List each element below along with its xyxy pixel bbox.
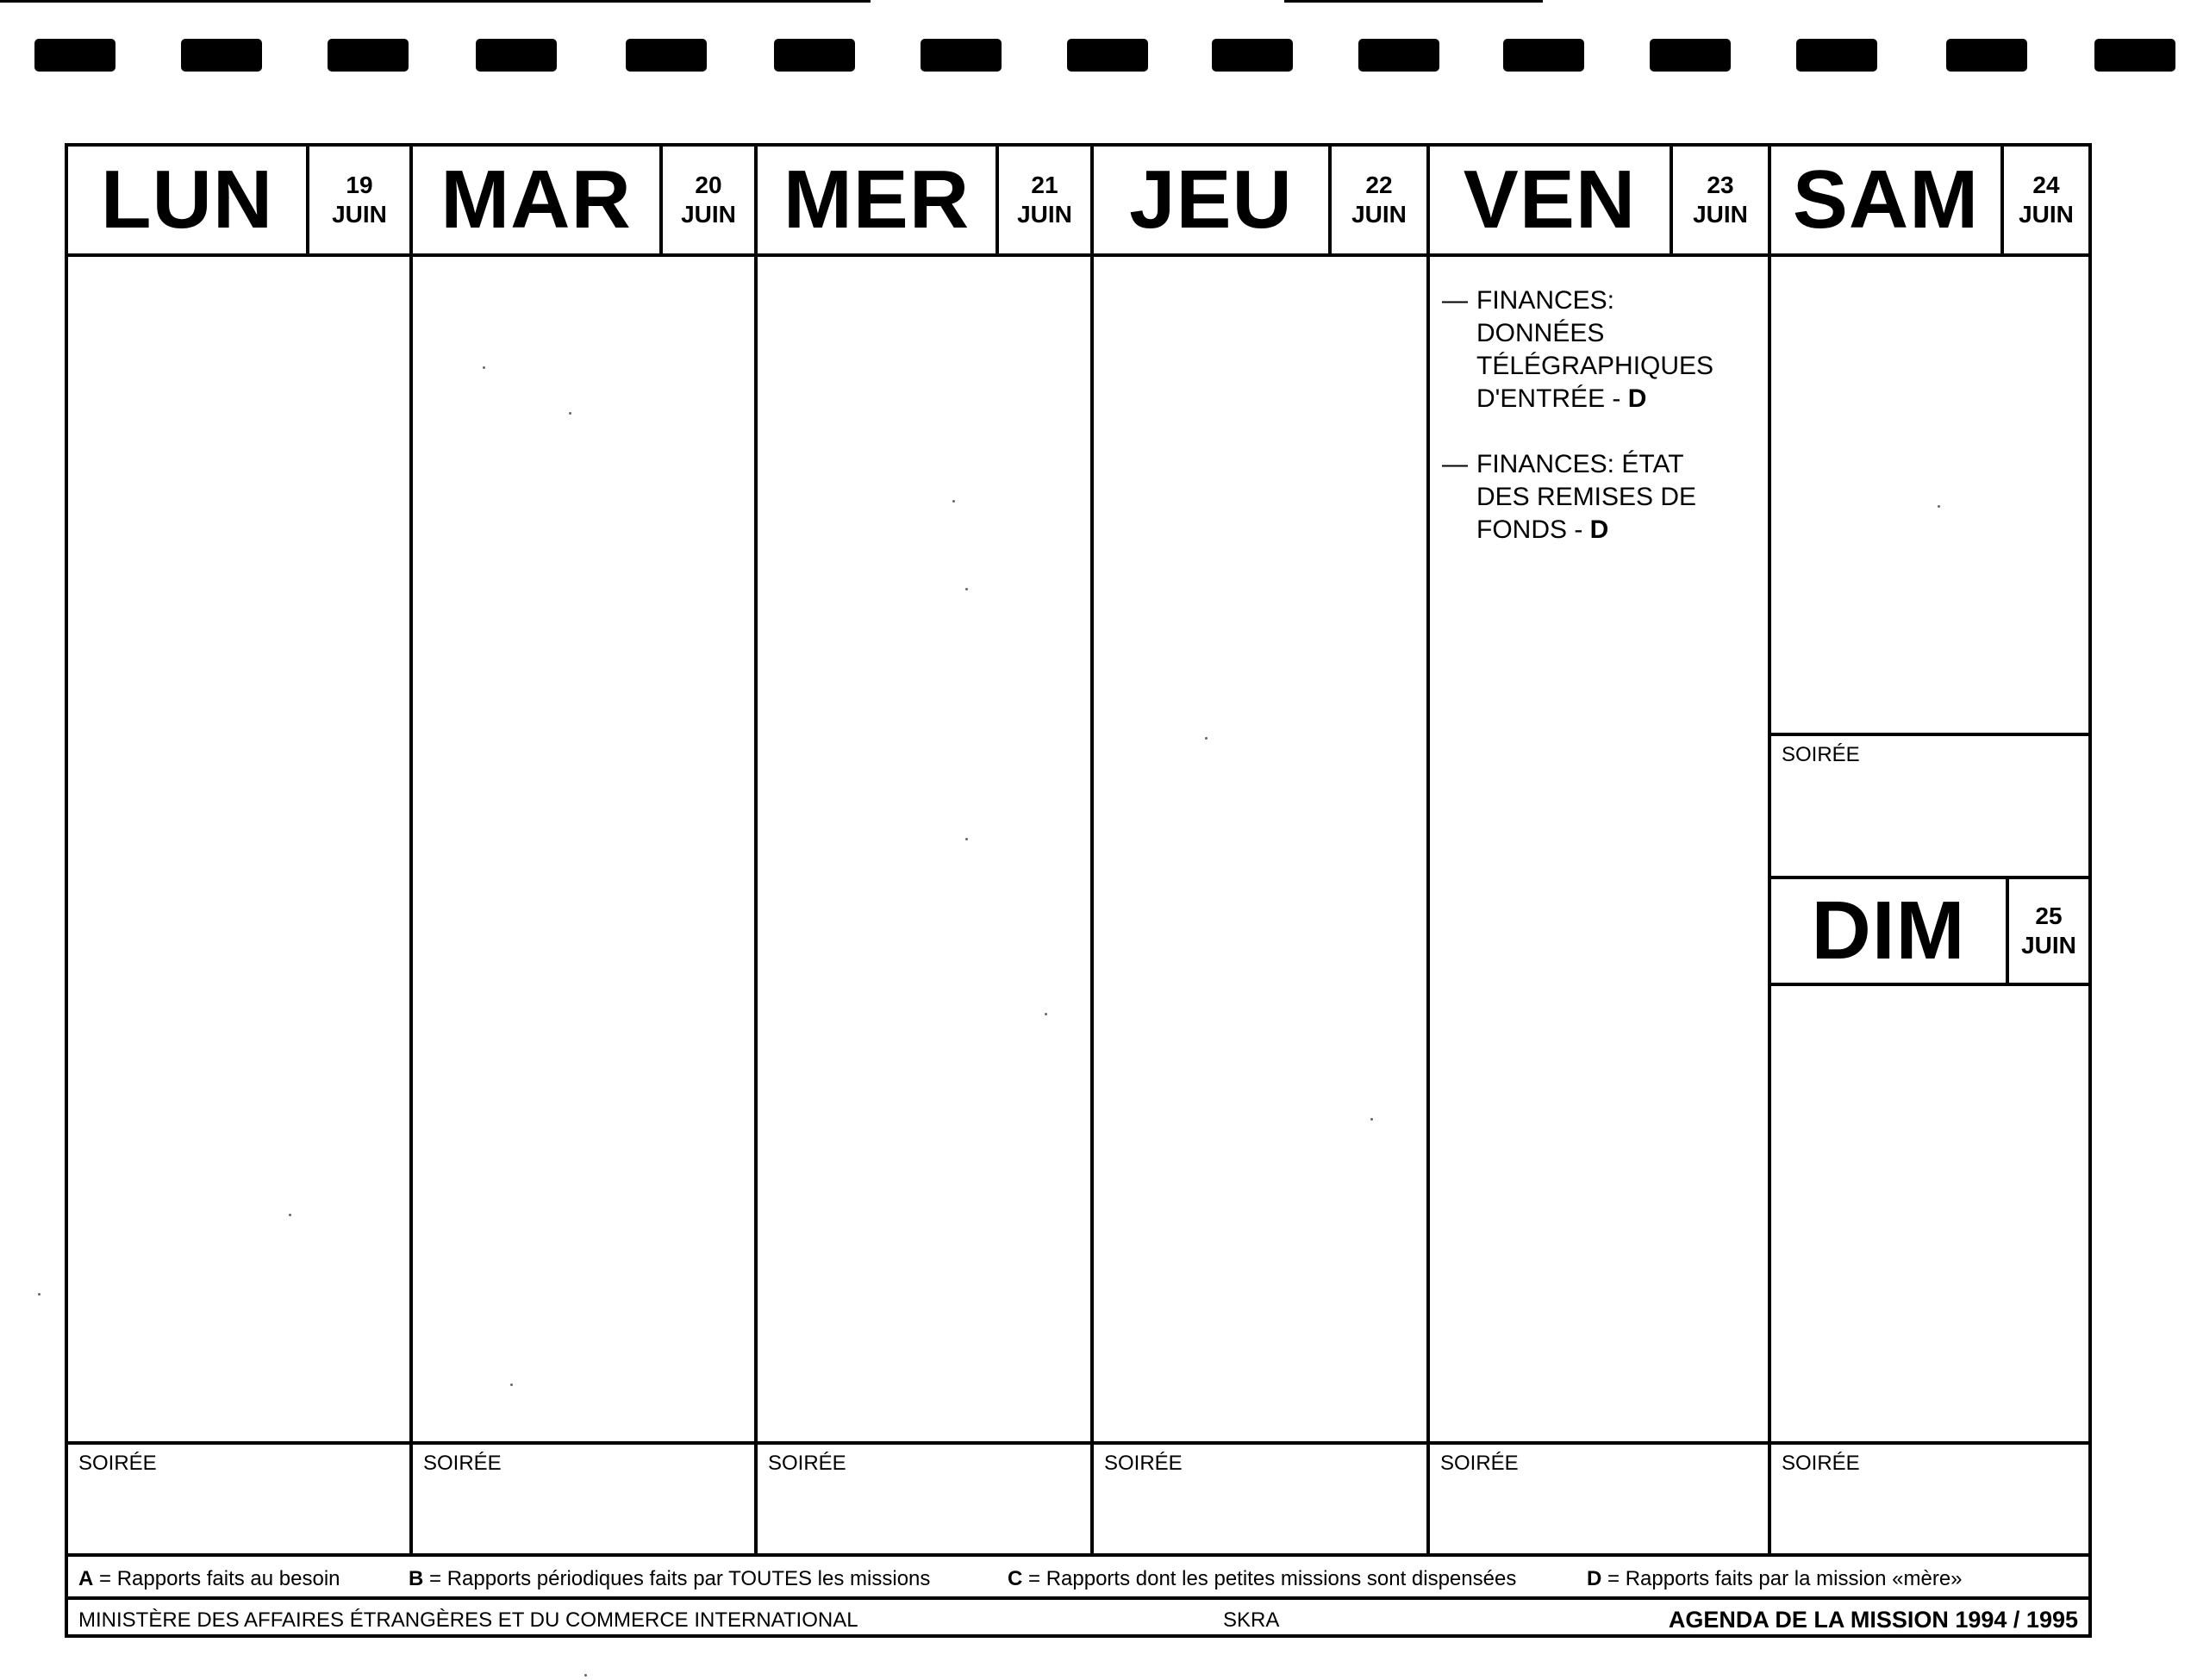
legend-code: B (409, 1567, 424, 1590)
scan-speck (584, 1674, 587, 1677)
agenda-title: AGENDA DE LA MISSION 1994 / 1995 (1668, 1607, 2078, 1633)
legend-item (78, 1567, 340, 1591)
legend-text: = Rapports faits au besoin (99, 1567, 340, 1590)
entry-code: D (1627, 384, 1647, 413)
entry-text: FINANCES: DONNÉES TÉLÉGRAPHIQUES D'ENTRÉE - (1476, 286, 1714, 413)
soiree-label: SOIRÉE (423, 1452, 502, 1475)
day-name: MAR (413, 147, 663, 253)
soiree-label: SOIRÉE (1104, 1452, 1183, 1475)
day-month: JUIN (1351, 201, 1407, 228)
scan-speck (1205, 737, 1208, 740)
punch-hole (1358, 39, 1439, 72)
legend-code: D (1587, 1567, 1602, 1590)
top-edge-rule (0, 0, 871, 3)
punch-hole (921, 39, 1002, 72)
legend-bar (68, 1553, 2088, 1600)
entry-dash: — (1442, 286, 1468, 315)
soiree-section (1771, 733, 2088, 876)
soiree-section (413, 1441, 754, 1553)
day-column-weekend (1771, 147, 2088, 1553)
punch-hole (1212, 39, 1293, 72)
day-column-friday (1430, 147, 1771, 1553)
day-date (2004, 147, 2088, 253)
sunday-header (1771, 876, 2088, 986)
day-number: 25 (2035, 902, 2063, 929)
scan-speck (965, 588, 968, 590)
day-date (309, 147, 409, 253)
scan-speck (965, 838, 968, 840)
punch-hole (1067, 39, 1148, 72)
day-column-thursday (1094, 147, 1430, 1553)
day-month: JUIN (1017, 201, 1072, 228)
day-column-tuesday (413, 147, 758, 1553)
soiree-label: SOIRÉE (1782, 1452, 1860, 1475)
day-month: JUIN (2021, 932, 2076, 959)
day-header (758, 147, 1090, 257)
punch-hole (181, 39, 262, 72)
punch-hole (774, 39, 855, 72)
day-column-wednesday (758, 147, 1094, 1553)
day-header (413, 147, 754, 257)
scan-speck (289, 1214, 291, 1216)
soiree-section (68, 1441, 409, 1553)
soiree-label: SOIRÉE (78, 1452, 157, 1475)
agenda-entry (1442, 448, 1735, 546)
scan-speck (1938, 505, 1940, 508)
day-entries (1442, 284, 1735, 579)
entry-code: D (1589, 515, 1609, 544)
day-header (68, 147, 409, 257)
punch-hole (1650, 39, 1731, 72)
day-month: JUIN (681, 201, 736, 228)
punch-hole (476, 39, 557, 72)
legend-code: C (1008, 1567, 1023, 1590)
day-number: 21 (1031, 172, 1058, 198)
legend-text: = Rapports périodiques faits par TOUTES les missions (429, 1567, 931, 1590)
day-header (1771, 147, 2088, 257)
soiree-label: SOIRÉE (1782, 743, 1860, 766)
day-name: JEU (1094, 147, 1332, 253)
day-column-monday (68, 147, 413, 1553)
soiree-section (1430, 1441, 1768, 1553)
day-name: MER (758, 147, 999, 253)
day-date (2009, 879, 2088, 983)
day-date (1332, 147, 1426, 253)
legend-item (1587, 1567, 1963, 1591)
scan-speck (569, 412, 571, 415)
scan-speck (483, 366, 485, 369)
scan-speck (510, 1383, 513, 1386)
form-code: SKRA (1223, 1608, 1280, 1632)
soiree-section (758, 1441, 1090, 1553)
legend-item (1008, 1567, 1516, 1591)
legend-item (409, 1567, 930, 1591)
soiree-section (1094, 1441, 1426, 1553)
day-month: JUIN (332, 201, 387, 228)
punch-hole (626, 39, 707, 72)
day-number: 23 (1707, 172, 1734, 198)
soiree-label: SOIRÉE (768, 1452, 846, 1475)
entry-text: FINANCES: ÉTAT DES REMISES DE FONDS - (1476, 450, 1697, 544)
day-number: 20 (695, 172, 722, 198)
punch-hole (1503, 39, 1584, 72)
soiree-label: SOIRÉE (1440, 1452, 1519, 1475)
punch-hole (2094, 39, 2175, 72)
punch-hole (328, 39, 409, 72)
footer-bar (68, 1600, 2088, 1638)
legend-text: = Rapports faits par la mission «mère» (1607, 1567, 1963, 1590)
scan-speck (38, 1293, 41, 1296)
day-number: 22 (1365, 172, 1393, 198)
legend-code: A (78, 1567, 94, 1590)
punch-hole (1796, 39, 1877, 72)
punch-hole (34, 39, 115, 72)
day-month: JUIN (1693, 201, 1748, 228)
punch-hole (1946, 39, 2027, 72)
day-name: DIM (1771, 879, 2009, 983)
soiree-section (1771, 1441, 2088, 1553)
day-name: LUN (68, 147, 309, 253)
day-header (1430, 147, 1768, 257)
scan-speck (952, 500, 955, 503)
scan-speck (1045, 1013, 1047, 1015)
day-name: SAM (1771, 147, 2004, 253)
entry-dash: — (1442, 450, 1468, 478)
agenda-entry (1442, 284, 1735, 415)
binder-punch-strip (0, 0, 2197, 103)
scan-speck (1370, 1118, 1373, 1121)
legend-text: = Rapports dont les petites missions sont dispensées (1028, 1567, 1517, 1590)
day-date (663, 147, 754, 253)
day-name: VEN (1430, 147, 1673, 253)
day-month: JUIN (2019, 201, 2074, 228)
top-edge-rule (1284, 0, 1543, 3)
day-number: 19 (346, 172, 373, 198)
day-header (1094, 147, 1426, 257)
ministry-name: MINISTÈRE DES AFFAIRES ÉTRANGÈRES ET DU COMMERCE INTERNATIONAL (78, 1608, 858, 1632)
weekly-agenda-sheet (65, 143, 2092, 1638)
day-number: 24 (2032, 172, 2060, 198)
day-date (999, 147, 1090, 253)
day-date (1673, 147, 1768, 253)
